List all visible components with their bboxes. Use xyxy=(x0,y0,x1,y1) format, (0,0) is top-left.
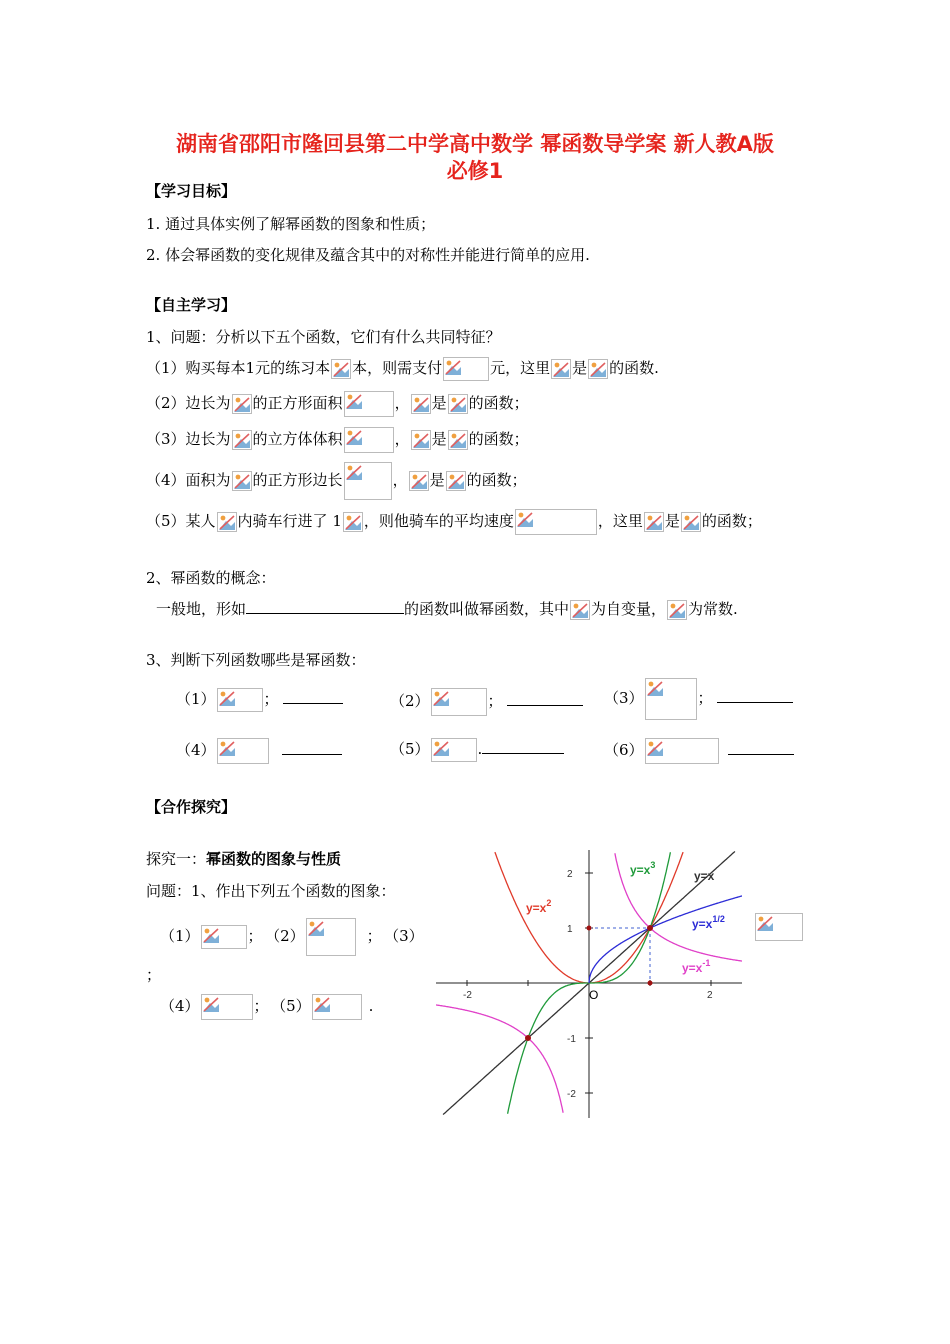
stray-semicolon: ； xyxy=(146,966,162,984)
formula-image xyxy=(448,394,468,414)
judge-item-2: （2） ； xyxy=(390,688,583,716)
formula-image xyxy=(645,738,719,764)
goal-item-1: 1. 通过具体实例了解幂函数的图象和性质； xyxy=(146,215,436,233)
origin-label: O xyxy=(589,988,599,1002)
explore-1-problem: 问题：1、作出下列五个函数的图象： xyxy=(146,882,396,900)
item-5-line: （5）某人 内骑车行进了 1 ，则他骑车的平均速度 ，这里 是 的函数； xyxy=(146,509,762,535)
answer-blank[interactable] xyxy=(717,688,793,703)
goals-heading: 【学习目标】 xyxy=(146,182,237,200)
answer-blank[interactable] xyxy=(283,689,343,704)
formula-image xyxy=(343,512,363,532)
formula-image xyxy=(217,688,263,712)
y-tick-label: -2 xyxy=(567,1089,576,1100)
formula-image xyxy=(644,512,664,532)
formula-image xyxy=(570,600,590,620)
formula-image xyxy=(431,738,477,762)
formula-image xyxy=(344,427,394,453)
marked-point xyxy=(587,926,592,931)
formula-image xyxy=(431,688,487,716)
explore-1-title: 探究一：幂函数的图象与性质 xyxy=(146,850,342,868)
document-title-line2: 必修1 xyxy=(446,159,504,183)
formula-image xyxy=(306,918,356,956)
formula-image xyxy=(201,925,247,949)
side-formula-image xyxy=(754,913,804,941)
formula-image xyxy=(411,430,431,450)
marked-point xyxy=(525,1035,531,1041)
answer-blank[interactable] xyxy=(728,740,794,755)
judge-item-3: （3） ； xyxy=(604,678,793,720)
goal-item-2: 2. 体会幂函数的变化规律及蕴含其中的对称性并能进行简单的应用. xyxy=(146,246,590,264)
judge-item-1: （1） ； xyxy=(176,688,343,712)
definition-line: 一般地，形如 的函数叫做幂函数，其中 为自变量， 为常数. xyxy=(156,600,738,618)
formula-image xyxy=(312,994,362,1020)
item-1-line: （1）购买每本1元的练习本 本，则需支付 元，这里 是 的函数. xyxy=(146,357,659,381)
formula-image xyxy=(681,512,701,532)
formula-image xyxy=(645,678,697,720)
formula-image xyxy=(448,430,468,450)
series-label-1: $y=x^2$ xyxy=(526,898,552,915)
formula-image xyxy=(232,471,252,491)
formula-image xyxy=(201,994,253,1020)
item-4-line: （4）面积为 的正方形边长 ， 是 的函数； xyxy=(146,462,527,500)
formula-image xyxy=(217,738,269,764)
series-label-0: y=x xyxy=(694,869,715,883)
formula-image xyxy=(344,462,392,500)
formula-image xyxy=(411,394,431,414)
series-label-3: $y=x^{1/2}$ xyxy=(692,914,725,931)
question-1: 1、问题：分析以下五个函数，它们有什么共同特征？ xyxy=(146,328,501,346)
graph-items-row-1: （1） ； （2） ； （3） xyxy=(160,918,424,956)
marked-point xyxy=(648,981,653,986)
judge-item-5: （5） . xyxy=(390,738,564,762)
graph-items-row-2: （4） ； （5） . xyxy=(160,994,373,1020)
question-3: 3、判断下列函数哪些是幂函数： xyxy=(146,651,366,669)
series-label-4: $y=x^{-1}$ xyxy=(682,958,711,975)
formula-image xyxy=(443,357,489,381)
self-study-heading: 【自主学习】 xyxy=(146,296,237,314)
formula-image xyxy=(755,913,803,941)
answer-blank[interactable] xyxy=(282,740,342,755)
formula-image xyxy=(446,471,466,491)
judge-item-4: （4） xyxy=(176,738,342,764)
formula-image xyxy=(232,430,252,450)
formula-image xyxy=(667,600,687,620)
formula-image xyxy=(217,512,237,532)
marked-point xyxy=(647,925,653,931)
power-function-graph xyxy=(436,850,742,1118)
y-tick-label: -1 xyxy=(567,1034,576,1045)
coop-heading: 【合作探究】 xyxy=(146,798,237,816)
series-line-4 xyxy=(436,1004,563,1112)
answer-blank[interactable] xyxy=(482,739,564,754)
formula-image xyxy=(409,471,429,491)
formula-image xyxy=(232,394,252,414)
formula-image xyxy=(551,359,571,379)
question-2: 2、幂函数的概念： xyxy=(146,569,276,587)
x-tick-label: -2 xyxy=(463,990,472,1001)
series-label-2: $y=x^3$ xyxy=(630,860,656,877)
document-title: 湖南省邵阳市隆回县第二中学高中数学 幂函数导学案 新人教A版 xyxy=(176,132,774,156)
formula-image xyxy=(331,359,351,379)
x-tick-label: 2 xyxy=(707,990,713,1001)
formula-image xyxy=(515,509,597,535)
formula-image xyxy=(344,391,394,417)
formula-image xyxy=(588,359,608,379)
blank-underline xyxy=(246,599,404,614)
answer-blank[interactable] xyxy=(507,691,583,706)
y-tick-label: 2 xyxy=(567,869,573,880)
item-3-line: （3）边长为 的立方体体积 ， 是 的函数； xyxy=(146,427,529,453)
y-tick-label: 1 xyxy=(567,924,573,935)
judge-item-6: （6） xyxy=(604,738,794,764)
item-2-line: （2）边长为 的正方形面积 ， 是 的函数； xyxy=(146,391,529,417)
